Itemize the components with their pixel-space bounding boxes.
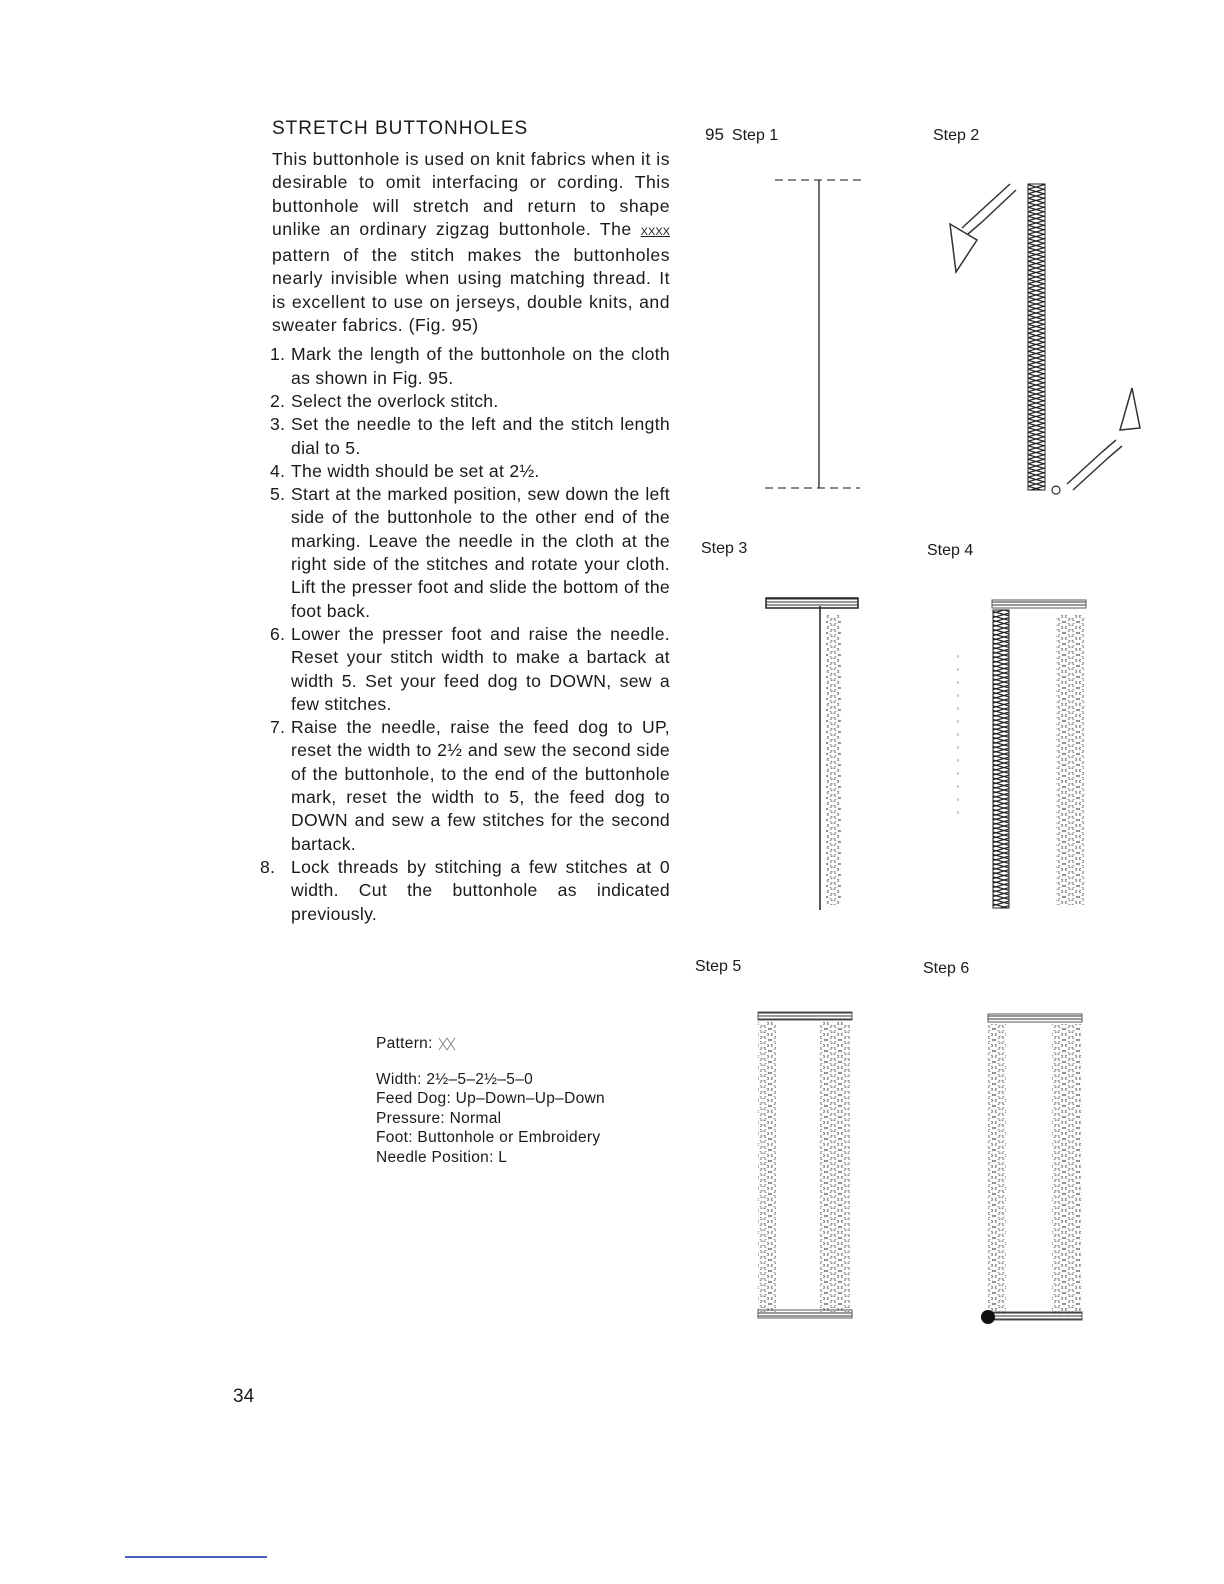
step-item: [272, 483, 670, 623]
overlock-pattern-icon: [437, 1035, 463, 1053]
instruction-steps: [260, 343, 670, 925]
step4-illustration: [958, 600, 1086, 908]
step-text: Mark the length of the buttonhole on the cloth as shown in Fig. 95.: [291, 344, 670, 388]
step-item: [272, 623, 670, 716]
figure-step3-label: Step 3: [701, 540, 748, 557]
step-number: 2.: [270, 390, 286, 411]
step-number: 3.: [270, 414, 286, 435]
step-number: 8.: [260, 856, 276, 877]
needle-position-setting: Needle Position: L: [376, 1148, 508, 1166]
step-text: Set the needle to the left and the stitch length dial to 5.: [291, 414, 670, 458]
step-number: 5.: [270, 484, 286, 505]
width-setting: Width: 2½–5–2½–5–0: [376, 1070, 534, 1088]
stitch-settings: [376, 1034, 676, 1167]
step-item: [272, 343, 670, 390]
step-text: The width should be set at 2½.: [291, 460, 540, 481]
figure-step2-label: Step 2: [933, 127, 980, 144]
page-number: 34: [233, 1386, 255, 1407]
pattern-setting: [376, 1034, 676, 1054]
step1-marking: [765, 180, 865, 488]
step-number: 7.: [270, 717, 286, 738]
figure-step6-label: Step 6: [923, 960, 970, 977]
buttonhole-figure: [700, 160, 1170, 1340]
step-item: [272, 716, 670, 856]
intro-text-end: pattern of the stitch makes the buttonholes nearly invisible when using matching thread. It is excellent to use on jerseys, double knits, and sweater fabrics. (Fig. 95): [272, 245, 670, 336]
step-number: 6.: [270, 623, 286, 644]
step-item: [272, 413, 670, 460]
step2-illustration: [950, 184, 1140, 494]
pattern-symbol: XXXX: [640, 225, 670, 238]
intro-text-start: This buttonhole is used on knit fabrics when it is desirable to omit interfacing or cording. This buttonhole will stretch and return to shape unlike an ordinary zigzag buttonhole. The: [272, 149, 670, 239]
foot-setting: Foot: Buttonhole or Embroidery: [376, 1129, 601, 1146]
pattern-label: Pattern:: [376, 1035, 433, 1052]
step-text: Lock threads by stitching a few stitches at 0 width. Cut the buttonhole as indicated previously.: [291, 856, 670, 924]
step-number: 1.: [270, 344, 286, 365]
feed-dog-setting: Feed Dog: Up–Down–Up–Down: [376, 1090, 605, 1107]
step-text: Select the overlock stitch.: [291, 390, 499, 411]
figure-step4-label: Step 4: [927, 542, 974, 559]
pressure-setting: Pressure: Normal: [376, 1109, 502, 1127]
step6-illustration: [981, 1014, 1082, 1324]
step1-caption: Step 1: [731, 127, 779, 144]
step-text: Start at the marked position, sew down the left side of the buttonhole to the other end of the marking. Leave the needle in the cloth at the right side of the stitches and rotate your cloth. Lift the presser foot and slide the bottom of the foot back.: [291, 484, 670, 621]
step5-illustration: [758, 1012, 852, 1318]
figure-step5-label: Step 5: [695, 958, 742, 975]
step3-illustration: [766, 598, 858, 910]
step-number: 4.: [270, 460, 286, 481]
intro-paragraph: [272, 148, 670, 337]
step-item: [260, 856, 670, 926]
text-column: [260, 118, 670, 926]
step-text: Raise the needle, raise the feed dog to UP, reset the width to 2½ and sew the second side of the buttonhole, to the end of the buttonhole mark, reset the width to 5, the feed dog to DOWN and sew a few stitches for the second bartack.: [291, 717, 670, 854]
figure-number: 95: [705, 125, 724, 144]
bottom-rule: [125, 1556, 267, 1558]
step-item: [272, 460, 670, 483]
step-item: [272, 390, 670, 413]
step-text: Lower the presser foot and raise the needle. Reset your stitch width to make a bartack at width 5. Set your feed dog to DOWN, sew a few stitches.: [291, 623, 670, 714]
figure-step1-label: [705, 125, 778, 145]
section-title: STRETCH BUTTONHOLES: [272, 118, 529, 139]
